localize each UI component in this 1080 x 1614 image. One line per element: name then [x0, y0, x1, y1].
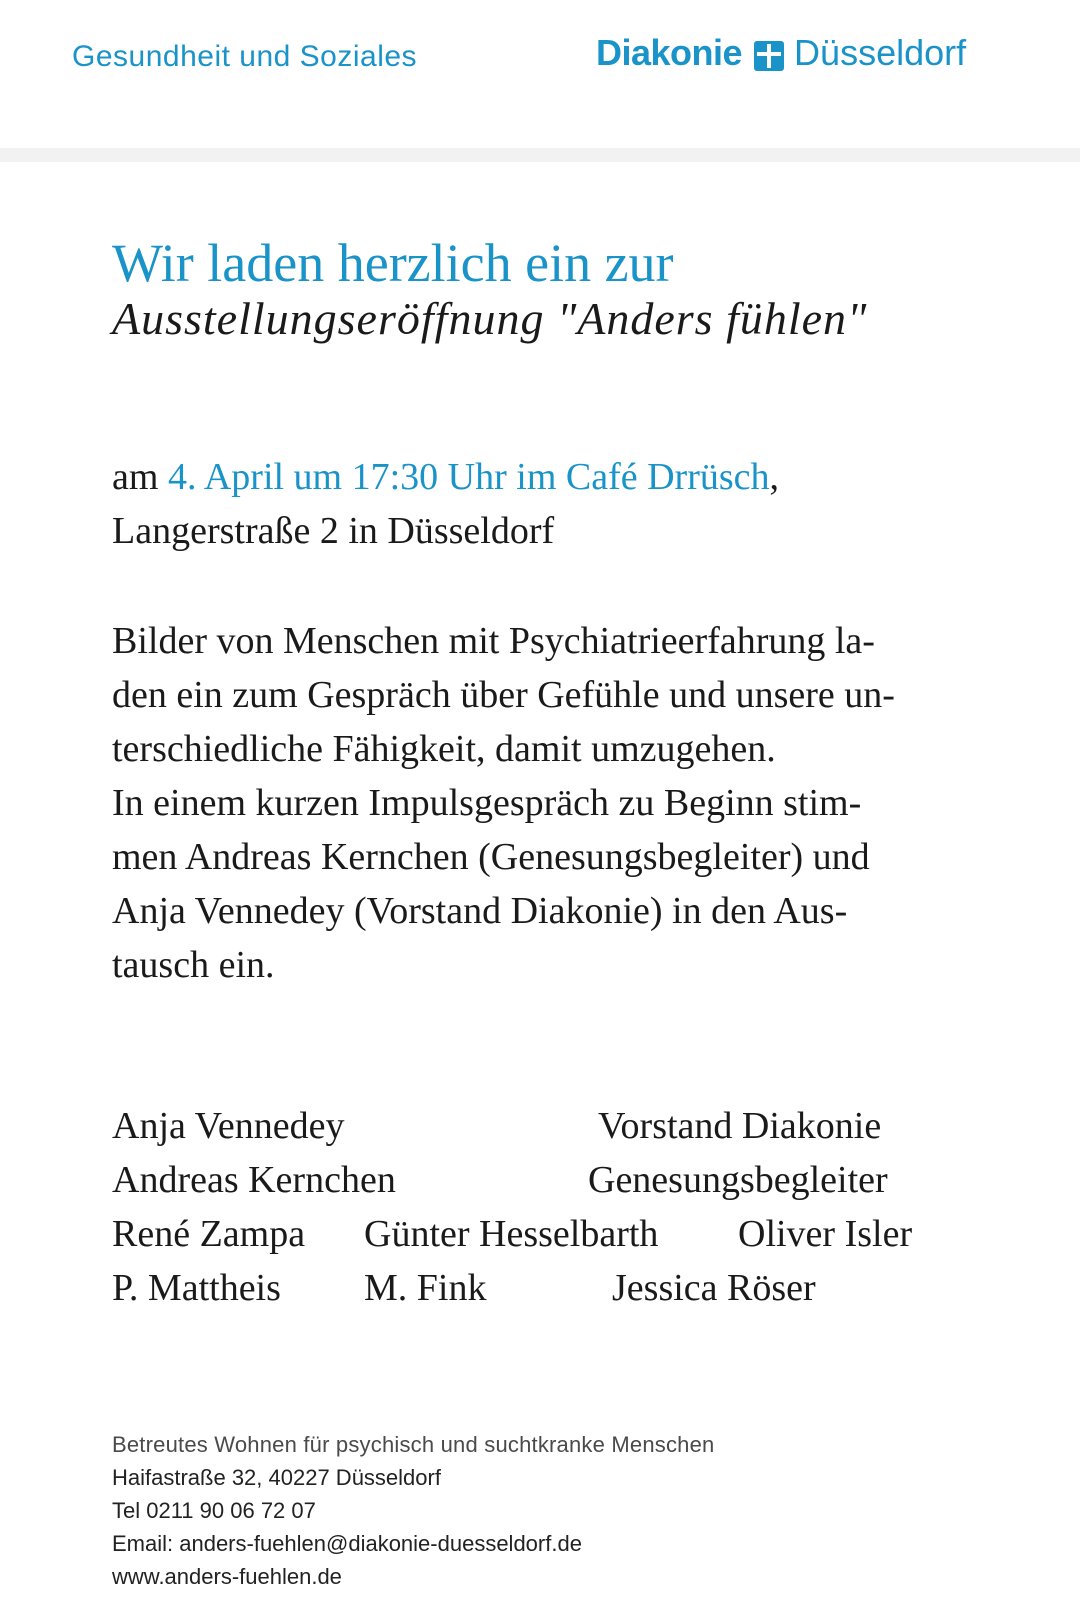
event-details [112, 450, 779, 558]
signatory-name: Günter Hesselbarth [364, 1213, 659, 1255]
description-line: Bilder von Menschen mit Psychiatrieerfahrung la- [112, 620, 875, 662]
signatory-row [112, 1266, 972, 1320]
description-line: Anja Vennedey (Vorstand Diakonie) in den Aus- [112, 890, 848, 932]
signatory-role: Genesungsbegleiter [588, 1159, 888, 1201]
diakonie-logo [596, 28, 966, 78]
signatory-row [112, 1158, 972, 1212]
signatories [112, 1104, 972, 1320]
signatory-row [112, 1212, 972, 1266]
footer-website[interactable]: www.anders-fuehlen.de [112, 1564, 342, 1589]
signatory-name: Andreas Kernchen [112, 1159, 396, 1201]
description-line: In einem kurzen Impulsgespräch zu Beginn stim- [112, 782, 862, 824]
footer-address: Haifastraße 32, 40227 Düsseldorf [112, 1465, 441, 1490]
event-suffix: , [769, 456, 780, 498]
event-date-place: 4. April um 17:30 Uhr im Café Drrüsch [167, 456, 770, 498]
signatory-row [112, 1104, 972, 1158]
diakonie-cross-icon [754, 38, 784, 68]
description-line: men Andreas Kernchen (Genesungsbegleiter) und [112, 836, 870, 878]
signatory-name: René Zampa [112, 1213, 306, 1255]
signatory-name: P. Mattheis [112, 1267, 281, 1309]
signatory-name: Jessica Röser [612, 1267, 816, 1309]
event-prefix: am [112, 456, 168, 498]
footer-phone: Tel 0211 90 06 72 07 [112, 1498, 316, 1523]
invitation-subtitle: Ausstellungseröffnung "Anders fühlen" [112, 293, 868, 344]
description-line: den ein zum Gespräch über Gefühle und unsere un- [112, 674, 895, 716]
event-date-line [112, 450, 779, 504]
footer-contact [112, 1428, 714, 1593]
description-line: tausch ein. [112, 944, 275, 986]
footer-email[interactable]: Email: anders-fuehlen@diakonie-duesseldorf.de [112, 1531, 582, 1556]
event-description [112, 614, 992, 992]
logo-wordmark: Diakonie [596, 32, 743, 73]
signatory-name: Oliver Isler [738, 1213, 913, 1255]
header-tagline: Gesundheit und Soziales [72, 40, 418, 73]
header-divider [0, 148, 1080, 162]
invitation-title: Wir laden herzlich ein zur [112, 233, 674, 293]
footer-organization: Betreutes Wohnen für psychisch und suchtkranke Menschen [112, 1432, 715, 1457]
description-line: terschiedliche Fähigkeit, damit umzugehen. [112, 728, 776, 770]
signatory-role: Vorstand Diakonie [598, 1105, 882, 1147]
logo-city: Düsseldorf [794, 32, 967, 73]
signatory-name: M. Fink [364, 1267, 487, 1309]
signatory-name: Anja Vennedey [112, 1105, 345, 1147]
event-address: Langerstraße 2 in Düsseldorf [112, 510, 555, 552]
